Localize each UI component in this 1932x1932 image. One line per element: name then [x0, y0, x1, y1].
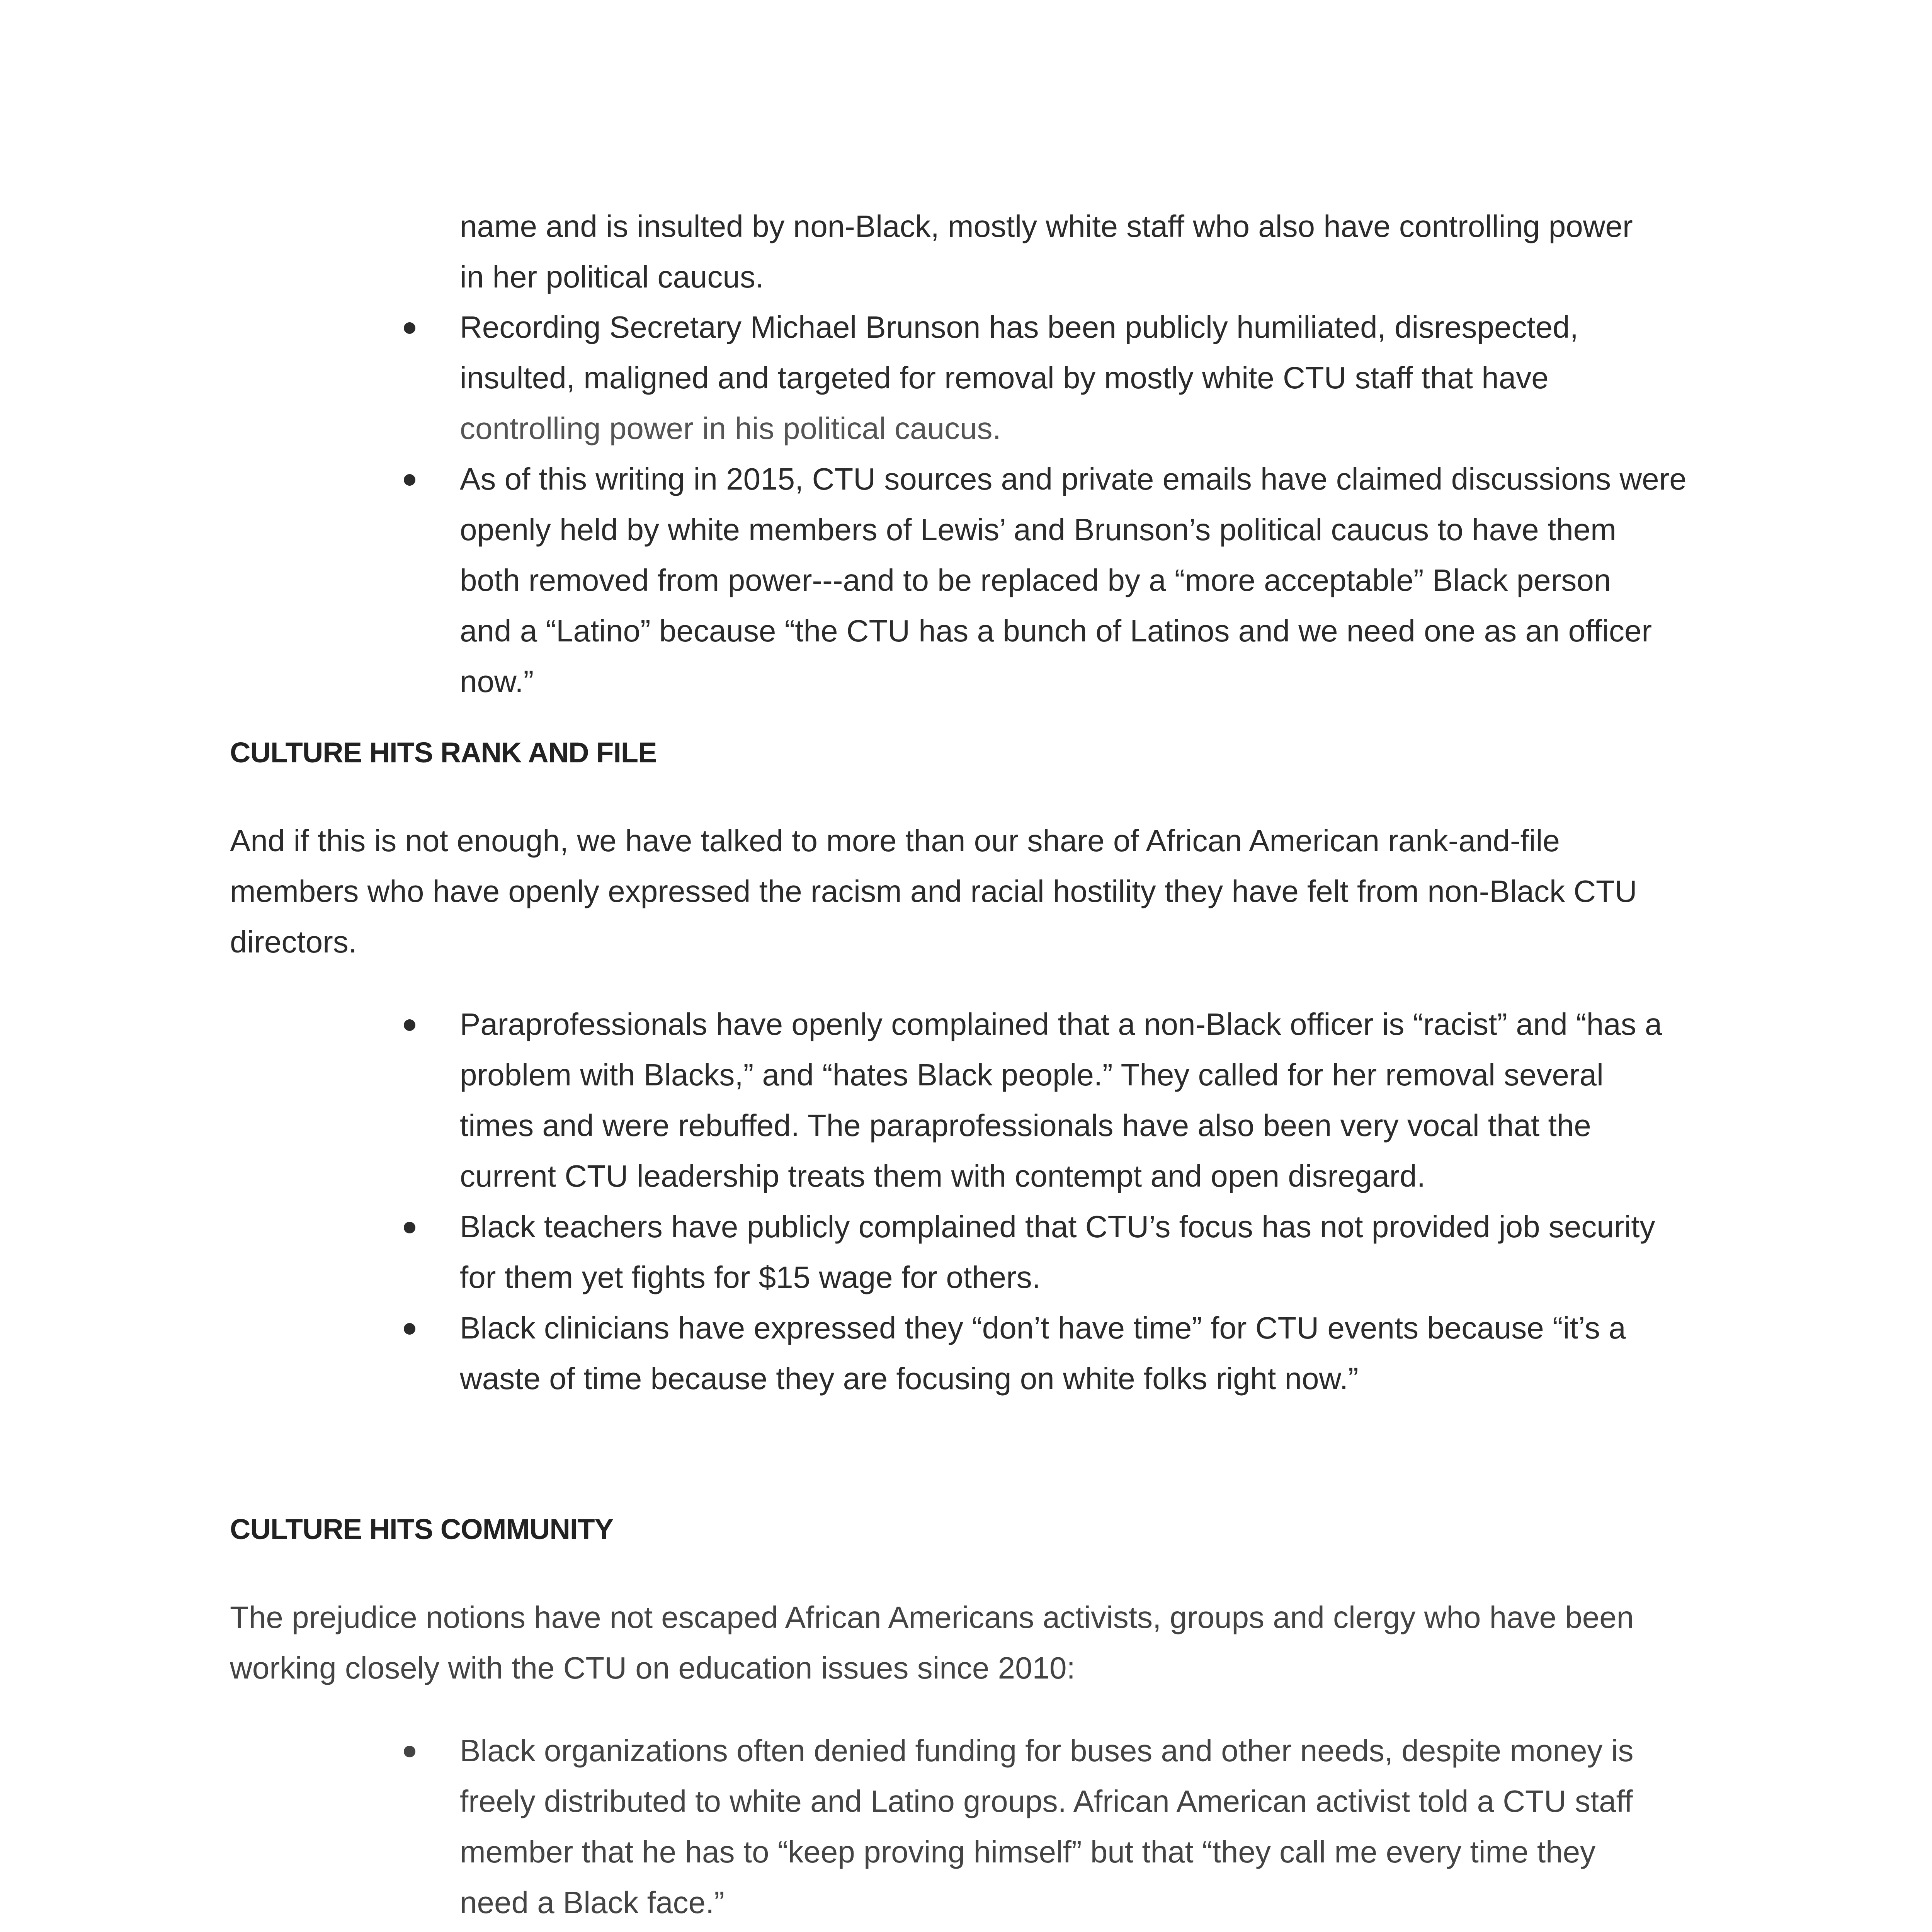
text-line: Paraprofessionals have openly complained that a non-Black officer is “racist” and “has a [460, 1007, 1662, 1041]
bullet-icon [404, 1746, 415, 1757]
text-line: openly held by white members of Lewis’ and Brunson’s political caucus to have them [460, 512, 1616, 547]
text-line: both removed from power---and to be replaced by a “more acceptable” Black person [460, 563, 1611, 597]
text-line: controlling power in his political caucus. [460, 411, 1001, 446]
text-line: And if this is not enough, we have talked to more than our share of African American rank-and-file [230, 823, 1560, 858]
section-heading-rank-and-file: CULTURE HITS RANK AND FILE [230, 736, 657, 769]
text-line: freely distributed to white and Latino groups. African American activist told a CTU staff [460, 1784, 1633, 1818]
continued-paragraph [460, 201, 1633, 302]
bullet-icon [404, 1222, 415, 1233]
text-line: Recording Secretary Michael Brunson has been publicly humiliated, disrespected, [460, 310, 1578, 344]
top-bullet-list [460, 302, 1687, 707]
text-line: The prejudice notions have not escaped African Americans activists, groups and clergy who have been [230, 1600, 1634, 1634]
bullet-icon [404, 474, 415, 486]
list-item [460, 1201, 1662, 1303]
list-item [460, 1725, 1644, 1928]
list-item [460, 1928, 1644, 1932]
bullet-icon [404, 1019, 415, 1031]
text-line: and a “Latino” because “the CTU has a bunch of Latinos and we need one as an officer [460, 614, 1652, 648]
section-heading-community: CULTURE HITS COMMUNITY [230, 1513, 613, 1545]
text-line: Black teachers have publicly complained that CTU’s focus has not provided job security [460, 1209, 1655, 1244]
text-line: current CTU leadership treats them with contempt and open disregard. [460, 1159, 1426, 1193]
text-line: As of this writing in 2015, CTU sources and private emails have claimed discussions were [460, 462, 1687, 496]
list-item [460, 454, 1687, 707]
text-line: now.” [460, 664, 534, 699]
list-item [460, 302, 1687, 454]
community-paragraph [230, 1592, 1634, 1693]
text-line: need a Black face.” [460, 1885, 724, 1920]
text-line: Black organizations often denied funding for buses and other needs, despite money is [460, 1733, 1634, 1768]
text-line: in her political caucus. [460, 260, 764, 294]
text-line: insulted, maligned and targeted for removal by mostly white CTU staff that have [460, 361, 1549, 395]
text-line: times and were rebuffed. The paraprofessionals have also been very vocal that the [460, 1108, 1591, 1143]
text-line: members who have openly expressed the racism and racial hostility they have felt from non-Black CTU [230, 874, 1637, 908]
rank-and-file-paragraph [230, 815, 1637, 967]
community-bullet-list [460, 1725, 1644, 1932]
bullet-icon [404, 1323, 415, 1335]
text-line: name and is insulted by non-Black, mostly white staff who also have controlling power [460, 209, 1633, 243]
text-line: directors. [230, 925, 357, 959]
rank-and-file-bullet-list [460, 999, 1662, 1404]
text-line: member that he has to “keep proving himself” but that “they call me every time they [460, 1835, 1596, 1869]
list-item [460, 999, 1662, 1201]
text-line: for them yet fights for $15 wage for others. [460, 1260, 1041, 1294]
text-line [460, 1928, 1644, 1932]
text-line: problem with Blacks,” and “hates Black people.” They called for her removal several [460, 1058, 1604, 1092]
bullet-icon [404, 322, 415, 334]
list-item [460, 1303, 1662, 1404]
text-line: Black clinicians have expressed they “don’t have time” for CTU events because “it’s a [460, 1311, 1626, 1345]
text-line: waste of time because they are focusing on white folks right now.” [460, 1361, 1359, 1396]
text-line: working closely with the CTU on education issues since 2010: [230, 1651, 1075, 1685]
